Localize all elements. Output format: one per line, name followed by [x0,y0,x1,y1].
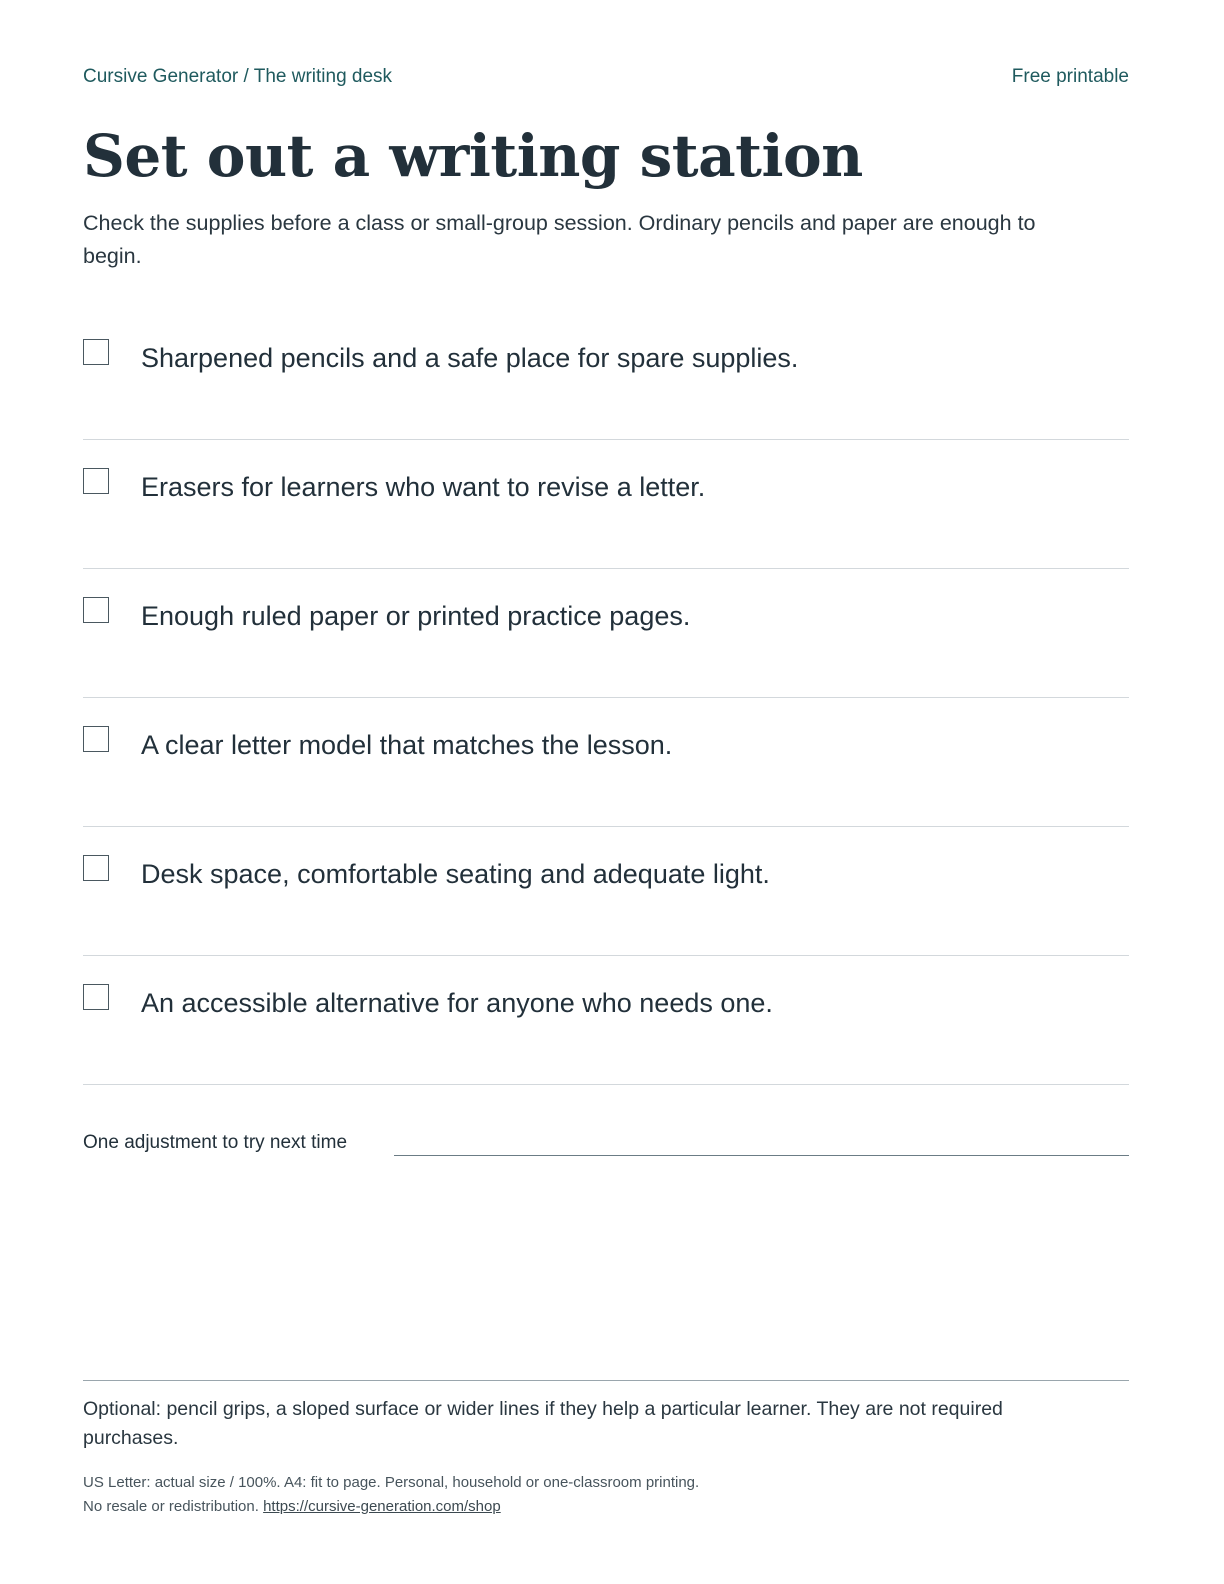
checklist-item [83,956,1129,1085]
free-printable-label: Free printable [1011,66,1129,87]
checklist-item [83,569,1129,698]
checklist-item-label: An accessible alternative for anyone who needs one. [141,988,773,1018]
print-info [83,1471,1083,1519]
top-bar [83,66,1129,92]
checklist-item [83,440,1129,569]
checkbox[interactable] [83,468,109,494]
checkbox[interactable] [83,855,109,881]
adjustment-label: One adjustment to try next time [83,1132,348,1153]
checklist-item [83,698,1129,827]
optional-note: Optional: pencil grips, a sloped surface or wider lines if they help a particular learner. They are not required purchases. [83,1398,1003,1449]
breadcrumb[interactable]: Cursive Generator / The writing desk [83,66,393,87]
checklist-item-label: Erasers for learners who want to revise a letter. [141,472,706,502]
checklist-item-label: A clear letter model that matches the lesson. [141,730,673,760]
license-text: No resale or redistribution. [83,1498,259,1515]
shop-link[interactable]: https://cursive-generation.com/shop [263,1498,501,1515]
page-title: Set out a writing station [83,122,863,190]
footer-divider [83,1380,1129,1381]
checklist-item [83,311,1129,440]
checklist-item-label: Sharpened pencils and a safe place for spare supplies. [141,343,799,373]
intro-text: Check the supplies before a class or small-group session. Ordinary pencils and paper are enough to begin. [83,211,1036,268]
checklist-item-label: Desk space, comfortable seating and adequate light. [141,859,770,889]
checklist-item [83,827,1129,956]
adjustment-input[interactable] [394,1155,1129,1156]
supplies-checklist [83,311,1129,1085]
checklist-item-label: Enough ruled paper or printed practice pages. [141,601,691,631]
checkbox[interactable] [83,339,109,365]
adjustment-row [83,1130,1129,1160]
checkbox[interactable] [83,726,109,752]
checkbox[interactable] [83,984,109,1010]
print-size-info: US Letter: actual size / 100%. A4: fit to page. Personal, household or one-classroom printing. [83,1474,700,1491]
printable-page [83,0,1129,1584]
checkbox[interactable] [83,597,109,623]
